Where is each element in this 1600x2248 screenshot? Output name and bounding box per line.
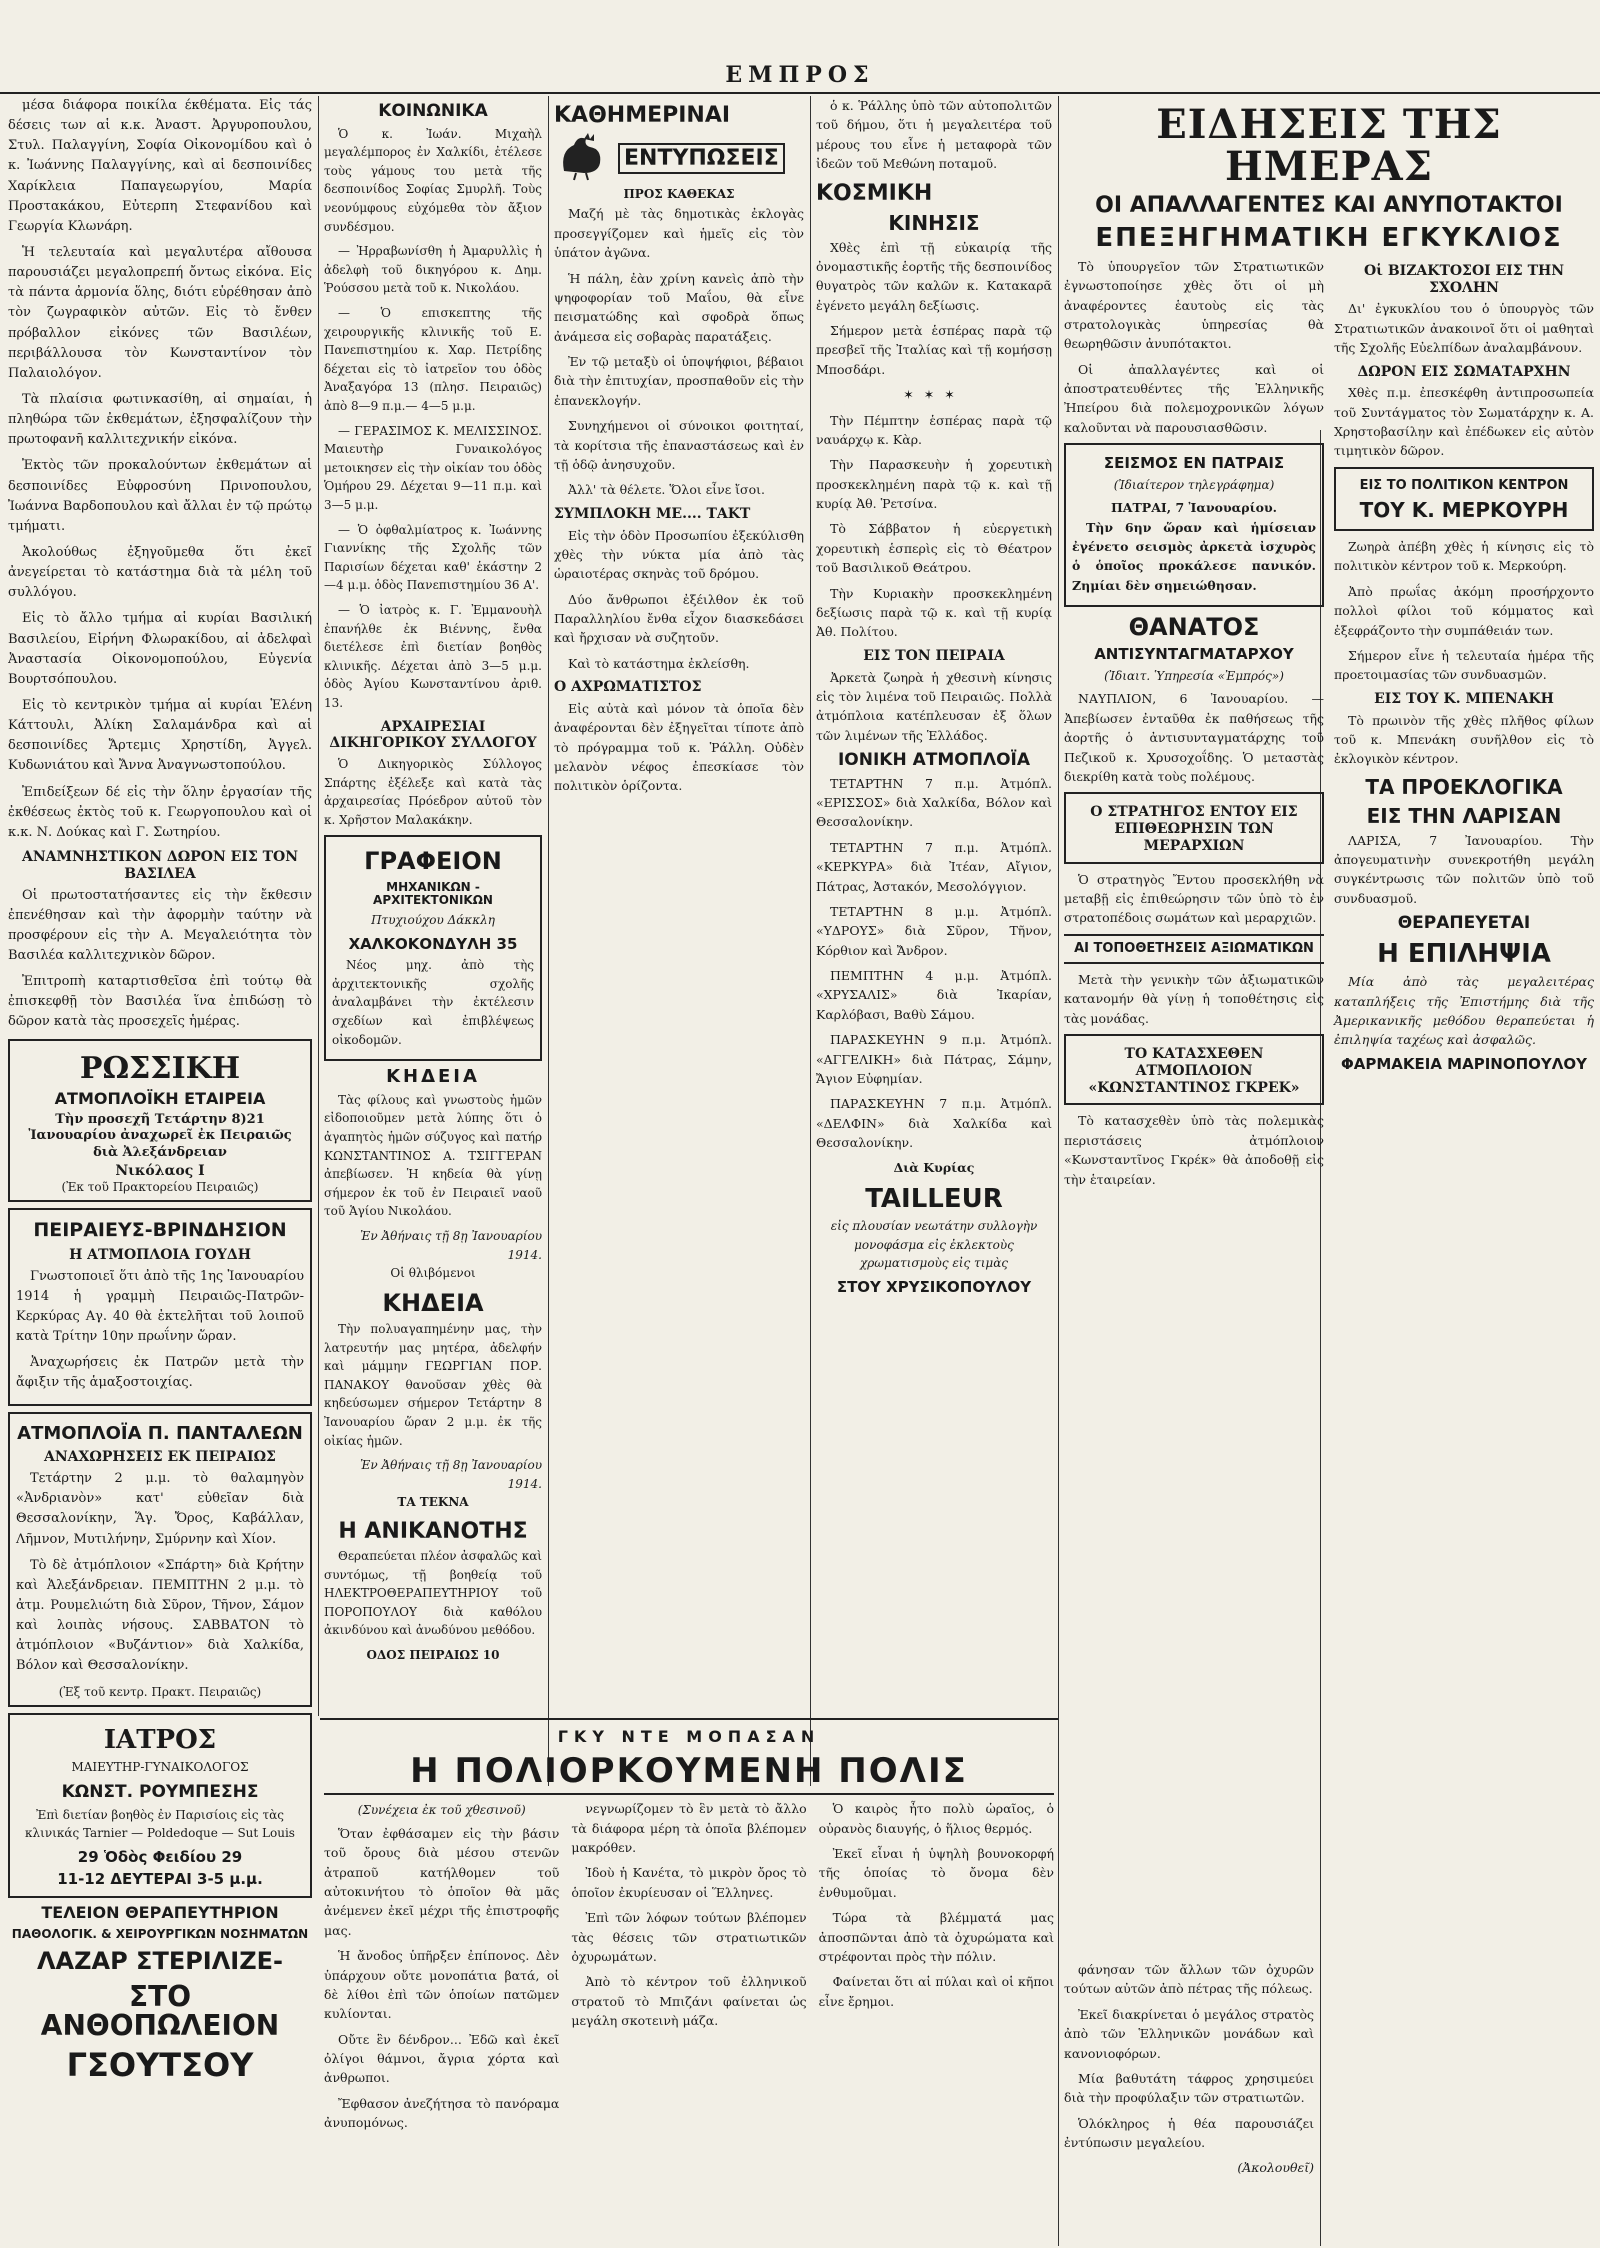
headline-school: Οἱ ΒΙΖΑΚΤΟΣΟΙ ΕΙΣ ΤΗΝ ΣΧΟΛΗΝ — [1363, 262, 1565, 296]
ad-subtitle: ΠΑΘΟΛΟΓΙΚ. & ΧΕΙΡΟΥΡΓΙΚΩΝ ΝΟΣΗΜΑΤΩΝ — [11, 1926, 309, 1941]
article-paragraph: Εἰς τὴν ὁδὸν Προσωπίου ἐξεκύλισθη χθὲς τὴν νύκτα μία ἀπὸ τὰς ὡραιοτέρας σκηνὰς τοῦ δρόμου. — [554, 527, 804, 582]
daily-header-row — [554, 131, 804, 181]
funeral-date: Ἐν Ἀθήναις τῇ 8ῃ Ἰανουαρίου 1914. — [360, 1229, 542, 1262]
masthead — [0, 0, 1600, 94]
serial-columns — [324, 1799, 1054, 2138]
article-paragraph: Τώρα τὰ βλέμματά μας ἀποσπῶνται ἀπὸ τὰ ὀχυρώματα καὶ στρέφονται πρὸς τὴν πόλιν. — [818, 1910, 1054, 1964]
headline-mpenaki: ΕΙΣ ΤΟΥ Κ. ΜΠΕΝΑΚΗ — [1374, 690, 1554, 707]
article-paragraph: Ἰδοὺ ἡ Κανέτα, τὸ μικρὸν ὄρος τὸ ὁποῖον ἐκυρίευσαν οἱ Ἕλληνες. — [571, 1865, 807, 1900]
ad-clinic — [8, 1904, 312, 1941]
article-paragraph: — Ὁ ὀφθαλμίατρος κ. Ἰωάννης Γιαννίκης τῆς Σχολῆς τῶν Παρισίων δέχεται καθ' ἑκάστην 2—4 μ.μ. ὁδὸς Πανεπιστημίου 36 Α'. — [324, 522, 542, 593]
article-paragraph: Ἡ τελευταία καὶ μεγαλυτέρα αἴθουσα παρουσιάζει μεγαλοπρεπή ὄντως εἰκόνα. Εἰς τὰ πάντα ἀρμονία ὅλης, διότι εὑρέθησαν ἀπὸ τὸν ζωγραφικὸν αὐτῶν. Εἰς τὸ ἔνθεν πρόβαλλον εἰκόνες τῶν Βασιλέων, περιβάλλουσα τὸν Κωνσταντίνον τὸν Παλαιολόγον. — [8, 244, 312, 381]
gkrek-box — [1064, 1034, 1324, 1105]
headline-gift: ΑΝΑΜΝΗΣΤΙΚΟΝ ΔΩΡΟΝ ΕΙΣ ΤΟΝ ΒΑΣΙΛΕΑ — [21, 848, 299, 882]
ad-text: Τετάρτην 2 μ.μ. τὸ θαλαμηγὸν «Ἀνδριανὸν» κατ' εὐθεῖαν διὰ Θεσσαλονίκην, Ἅγ. Ὄρος, Καβάλλαν, Λῆμνον, Μυτιλήνην, Σμύρνην καὶ Χίον. — [16, 1471, 304, 1547]
headline-cure: Η ΑΝΙΚΑΝΟΤΗΣ — [338, 1518, 528, 1544]
circular-left — [1064, 257, 1324, 1195]
article-paragraph: νεγνωρίζομεν τὸ ἓν μετὰ τὸ ἄλλο τὰ διάφορα μέρη τὰ ὁποῖα βλέπομεν μακρόθεν. — [571, 1801, 807, 1856]
headline-cured: ΘΕΡΑΠΕΥΕΤΑΙ — [1397, 913, 1531, 934]
headline-funeral: ΚΗΔΕΙΑ — [386, 1066, 480, 1088]
headline-colorless: Ο ΑΧΡΩΜΑΤΙΣΤΟΣ — [554, 679, 702, 696]
article-paragraph: Ζωηρὰ ἀπέβη χθὲς ἡ κίνησις εἰς τὸ πολιτικὸν κέντρον τοῦ κ. Μερκούρη. — [1334, 539, 1594, 574]
article-paragraph: Οὔτε ἓν δένδρον... Ἐδῶ καὶ ἐκεῖ ὀλίγοι θάμνοι, ἄγρια χόρτα καὶ ἀνθρωποι. — [324, 2031, 560, 2086]
article-paragraph: Ὅταν ἐφθάσαμεν εἰς τὴν βάσιν τοῦ ὄρους διὰ μέσου στενῶν ἀτραποῦ κατήλθομεν τοῦ αὐτοκινήτου τὸ ὁποῖον θὰ μᾶς ἀνέμενεν ἐκεῖ μέχρι τῆς ἐπιστροφῆς μας. — [324, 1825, 560, 1938]
article-paragraph: Ἔφθασον ἀνεζήτησα τὸ πανόραμα ἀνυπομόνως. — [324, 2095, 560, 2131]
article-paragraph: Μαζή μὲ τὰς δημοτικὰς ἐκλογὰς προσεγγίζομεν καὶ ἡμεῖς εἰς τὸν ὑπάτον ἀγῶνα. — [554, 206, 804, 261]
ad-ship-name: Νικόλαος Ι — [115, 1163, 205, 1180]
ad-engineering-office — [324, 835, 542, 1061]
general-box — [1064, 792, 1324, 863]
article-paragraph: Ὁλόκληρος ἡ θέα παρουσιάζει ἐντύπωσιν μεγαλείου. — [1064, 2115, 1314, 2150]
column-rule — [810, 96, 811, 1786]
ad-text: Ἐπὶ διετίαν βοηθὸς ἐν Παρισίοις εἰς τὰς κλινικάς Tarnier — Poldedoque — Sut Louis — [25, 1807, 295, 1841]
serial-banner: ΓΚΥ ΝΤΕ ΜΟΠΑΣΑΝ — [557, 1727, 821, 1746]
headline-larisa: ΕΙΣ ΤΗΝ ΛΑΡΙΣΑΝ — [1366, 803, 1562, 828]
article-paragraph: Δύο ἄνθρωποι ἐξέιλθον ἐκ τοῦ Παραλληλίου ἔνθα εἶχον διασκεδάσει καὶ ἤρχισαν νὰ συζητοῦν. — [554, 591, 804, 646]
funeral-notice: Τὰς φίλους καὶ γνωστοὺς ἡμῶν εἰδοποιοῦμεν μετὰ λύπης ὅτι ὁ ἀγαπητὸς ἡμῶν σύζυγος καὶ πατήρ ΚΩΝΣΤΑΝΤΙΝΟΣ Α. ΤΣΙΓΓΕΡΑΝ ἀπεβίωσεν. Ἡ κηδεία θὰ γίνῃ σήμερον ἐκ τοῦ ἐν Πειραιεῖ ναοῦ τοῦ Ἁγίου Νικολάου. — [324, 1092, 542, 1219]
schedule-item: ΤΕΤΑΡΤΗΝ 7 π.μ. Ἀτμόπλ. «ΚΕΡΚΥΡΑ» διὰ Ἰτέαν, Αἴγιον, Πάτρας, Ἀστακόν, Μεσολόγγιον. — [816, 839, 1052, 894]
center-box — [1334, 467, 1594, 531]
serial-follows: (Ἀκολουθεῖ) — [1237, 2160, 1314, 2176]
headline-cosmic: ΚΟΣΜΙΚΗ — [816, 180, 933, 206]
article-paragraph: Τὸ Σάββατον ἡ εὐεργετικὴ χορευτικὴ ἑσπερὶς εἰς τὸ Θέατρον τοῦ Βασιλικοῦ Θεάτρου. — [816, 521, 1052, 576]
article-paragraph: Μία βαθυτάτη τάφρος χρησιμεύει διὰ τὴν προφύλαξιν τῶν στρατιωτῶν. — [1064, 2070, 1314, 2106]
ad-shop-name: ΓΣΟΥΤΣΟΥ — [66, 2045, 254, 2084]
doctor-name: ΚΩΝΣΤ. ΡΟΥΜΠΕΣΗΣ — [61, 1782, 259, 1803]
article-paragraph: Ἐκτὸς τῶν προκαλούντων ἐκθεμάτων αἱ δεσποινίδες Εὐφροσύνη Πρινοπουλου, Ἰωάννα Βαρδοπουλου καὶ ἄλλαι ἐν τῷ πρώτῳ τμήματι. — [8, 458, 312, 534]
headline-lawyers: ΑΡΧΑΙΡΕΣΙΑΙ ΔΙΚΗΓΟΡΙΚΟΥ ΣΥΛΛΟΓΟΥ — [329, 718, 537, 752]
column-1 — [8, 96, 312, 2246]
article-paragraph: Φαίνεται ὅτι αἱ πύλαι καὶ οἱ κῆποι εἶνε ἔρημοι. — [818, 1974, 1054, 2009]
headline-daily: ΚΑΘΗΜΕΡΙΝΑΙ — [554, 103, 731, 128]
column-4 — [816, 96, 1052, 1786]
column-5 — [1064, 96, 1594, 2246]
article-paragraph: Ἐκεῖ εἶναι ἡ ὑψηλὴ βουνοκορφή τῆς ὁποίας τὸ ὄνομα δὲν ἐνθυμοῦμαι. — [818, 1846, 1054, 1900]
article-paragraph: Τὸ πρωινὸν τῆς χθὲς πλῆθος φίλων τοῦ κ. Μπενάκη συνῆλθον εἰς τὸ ἐκλογικὸν κέντρον. — [1334, 712, 1594, 767]
article-paragraph: Οἱ πρωτοστατήσαντες εἰς τὴν ἔκθεσιν ἐπενέθησαν καὶ τὴν ἀφορμὴν ταύτην νὰ προσφέρουν εἰς τὴν A. Μεγαλειότητα τὸν Βασιλέα καλλιτεχνικὸν δῶρον. — [8, 887, 312, 963]
article-paragraph: Ὁ καιρὸς ἦτο πολὺ ὡραῖος, ὁ οὐρανὸς διαυγής, ὁ ἥλιος θερμός. — [818, 1801, 1054, 1836]
schedule-item: ΠΕΜΠΤΗΝ 4 μ.μ. Ἀτμόπλ. «ΧΡΥΣΑΛΙΣ» διὰ Ἰκαρίαν, Καρλόβασι, Βαθὺ Σάμου. — [816, 968, 1052, 1022]
ad-subtitle: ΜΗΧΑΝΙΚΩΝ - ΑΡΧΙΤΕΚΤΟΝΙΚΩΝ — [373, 879, 493, 907]
daily-subheading: ΠΡΟΣ ΚΑΘΕΚΑΣ — [623, 187, 735, 202]
schedule-item: ΤΕΤΑΡΤΗΝ 8 μ.μ. Ἀτμόπλ. «ΥΔΡΟΥΣ» διὰ Σῦρον, Τῆνον, Κόρθιον καὶ Ἄνδρον. — [816, 903, 1052, 958]
headline-news-of-day: ΕΙΔΗΣΕΙΣ ΤΗΣ ΗΜΕΡΑΣ — [1156, 101, 1502, 190]
rooster-icon — [554, 131, 610, 181]
ad-footer: (Ἐκ τοῦ Πρακτορείου Πειραιῶς) — [61, 1180, 259, 1195]
article-paragraph: Σήμερον μετὰ ἑσπέρας παρὰ τῷ πρεσβεῖ τῆς Ἰταλίας καὶ τῇ κομήσσῃ Μποσδάρι. — [816, 323, 1052, 377]
article-paragraph: Ὁ Δικηγορικὸς Σύλλογος Σπάρτης ἐξέλεξε καὶ κατὰ τὰς ἀρχαιρεσίας Πρόεδρον αὐτοῦ τὸν κ. Χρῆστον Μαλακάκην. — [324, 757, 542, 827]
article-paragraph: Ἀπὸ τὸ κέντρον τοῦ ἐλληνικοῦ στρατοῦ τὸ Μπιζάνι φαίνεται ὡς μεγάλη σκοτεινὴ μάζα. — [571, 1974, 807, 2029]
serial-title: Η ΠΟΛΙΟΡΚΟΥΜΕΝΗ ΠΟΛΙΣ — [324, 1754, 1054, 1796]
headline-piraeus: ΕΙΣ ΤΟΝ ΠΕΙΡΑΙΑ — [863, 647, 1005, 664]
article-paragraph: Μία ἀπὸ τὰς μεγαλειτέρας καταπλήξεις τῆς Ἐπιστήμης διὰ τῆς Ἀμερικανικῆς μεθόδου θεραπεύεται ἡ ἐπιληψία ταχέως καὶ ἀσφαλῶς. — [1334, 974, 1594, 1048]
ad-address: ΟΔΟΣ ΠΕΙΡΑΙΩΣ 10 — [366, 1648, 500, 1663]
serial-column — [571, 1799, 806, 2138]
ad-text: Ἀναχωρήσεις ἐκ Πατρῶν μετὰ τὴν ἄφιξιν τῆς ἁμαξοστοιχίας. — [16, 1355, 304, 1391]
funeral-date: Ἐν Ἀθήναις τῇ 8ῃ Ἰανουαρίου 1914. — [360, 1458, 542, 1491]
ad-text: εἰς πλουσίαν νεωτάτην συλλογὴν μονοφάσμα εἰς ἐκλεκτοὺς χρωματισμοὺς εἰς τιμὰς — [830, 1219, 1038, 1271]
headline-death-rank: ΑΝΤΙΣΥΝΤΑΓΜΑΤΑΡΧΟΥ — [1094, 645, 1294, 664]
column-rule — [548, 96, 549, 1786]
article-paragraph: Τὸ ὑπουργεῖον τῶν Στρατιωτικῶν ἐγνωστοποίησε χθὲς ὅτι οἱ μὴ ἀναφέροντες ἑαυτοὺς εἰς τὰς στρατολογικὰς ὑπηρεσίας θὰ θεωρηθῶσιν ἀνυπότακτοι. — [1064, 258, 1324, 352]
headline-officers: ΑΙ ΤΟΠΟΘΕΤΗΣΕΙΣ ΑΞΙΩΜΑΤΙΚΩΝ — [1064, 934, 1324, 964]
section-rule — [320, 1718, 1058, 1720]
article-paragraph: Ὁ στρατηγὸς Ἔντου προσεκλήθη νὰ μεταβῇ εἰς ἐπιθεώρησιν τῶν ὑπὸ τὸ ἐν στρατοπέδοις σωμάτων καὶ μεραρχιῶν. — [1064, 871, 1324, 926]
circular-section — [1064, 257, 1594, 1195]
ad-title: ΡΩΣΣΙΚΗ — [79, 1050, 241, 1086]
article-paragraph: ΝΑΥΠΛΙΟΝ, 6 Ἰανουαρίου. — Ἀπεβίωσεν ἐνταῦθα ἐκ παθήσεως τῆς ἀορτῆς ὁ ἀντισυνταγματάρχης τοῦ Πεζικοῦ κ. Χρυσοχοΐδης. Ὁ μεταστὰς διεκρίθη κατὰ τοὺς πολέμους. — [1064, 691, 1324, 784]
ad-subtitle: ΑΤΜΟΠΛΟΪΚΗ ΕΤΑΙΡΕΙΑ — [54, 1089, 266, 1108]
circular-right — [1334, 257, 1594, 1195]
article-paragraph: Ἀκολούθως ἐξηγοῦμεθα ὅτι ἐκεῖ ἀνεγείρεται τὸ κατάστημα διὰ τὰ μέλη τοῦ συλλόγου. — [8, 544, 312, 601]
ad-text: Θεραπεύεται πλέον ἀσφαλῶς καὶ συντόμως, τῇ βοηθείᾳ τοῦ ΗΛΕΚΤΡΟΘΕΡΑΠΕΥΤΗΡΙΟΥ τοῦ ΠΟΡΟΠΟΥΛΟΥ διὰ καθόλου ἀκινδύνου καὶ ἀνωδύνου μεθόδου. — [324, 1549, 542, 1638]
headline-epilepsy: Η ΕΠΙΛΗΨΙΑ — [1377, 938, 1551, 969]
ad-text: Πτυχιούχου Δάκκλη — [371, 913, 495, 928]
article-paragraph: Ἐπιδείξεων δέ εἰς τὴν ὅλην ἐργασίαν τῆς ἐκθέσεως ἐκτὸς τοῦ κ. Γεωργοπουλου καὶ οἱ κ.κ. Ν. Δούκας καὶ Γ. Σωτηρίου. — [8, 784, 312, 840]
article-paragraph: Τὸ κατασχεθὲν ὑπὸ τὰς πολεμικὰς περιστάσεις ἀτμόπλοιον «Κωνσταντῖνος Γκρέκ» θὰ ἀποδοθῇ εἰς τὴν ἑταιρείαν. — [1064, 1113, 1324, 1187]
article-paragraph: Συνηχήμενοι οἱ σύνοικοι φοιτηταί, τὰ κορίτσια τῆς ἐπαναστάσεως καὶ ἐν τῇ ὁδῷ ἀνησυχοῦν. — [554, 418, 804, 472]
masthead-title: ΕΜΠΡΟΣ — [725, 62, 875, 88]
doctor-hours: 11-12 ΔΕΥΤΕΡΑΙ 3-5 μ.μ. — [57, 1870, 263, 1889]
exhibition-article — [8, 96, 312, 843]
article-paragraph: — Ἠρραβωνίσθη ἡ Ἀμαρυλλὶς ἡ ἀδελφὴ τοῦ δικηγόρου κ. Δημ. Ῥούσσου μετὰ τοῦ κ. Νικολάου. — [324, 244, 542, 296]
ad-doctor — [8, 1713, 312, 1898]
article-paragraph: Εἰς αὐτὰ καὶ μόνον τὰ ὁποῖα δὲν ἀναφέρονται δὲν ἐξηγεῖται τίποτε ἀπὸ τὸ πρόγραμμα τοῦ κ. Ῥάλλη. Οὐδὲν μελανὸν νέφος ἐπεσκίασε τὸν πολιτικὸν ὁρίζοντα. — [554, 700, 804, 794]
article-paragraph: Ἀπὸ πρωΐας ἀκόμη προσήρχοντο πολλοὶ φίλοι τοῦ κόμματος καὶ ἐξεφράζοντο τὴν συμπάθειάν των. — [1334, 583, 1594, 638]
ad-tailleur — [816, 1158, 1052, 1295]
headline-general: Ο ΣΤΡΑΤΗΓΟΣ ΕΝΤΟΥ ΕΙΣ ΕΠΙΘΕΩΡΗΣΙΝ ΤΩΝ ΜΕΡΑΡΧΙΩΝ — [1090, 804, 1298, 854]
serial-continuation-column — [1064, 1960, 1314, 2240]
headline-social: ΚΟΙΝΩΝΙΚΑ — [378, 101, 488, 121]
article-paragraph: Ἀλλ' τὰ θέλετε. Ὅλοι εἶνε ἴσοι. — [568, 482, 765, 498]
article-paragraph: Χθὲς ἐπὶ τῇ εὐκαιρίᾳ τῆς ὀνομαστικῆς ἑορτῆς τῆς δεσποινίδος θυγατρὸς τῶν καλῶν κ. Κατακαρᾶ ἐγένετο μεγάλη δεξίωσις. — [816, 239, 1052, 313]
pharmacy-name: ΦΑΡΜΑΚΕΙΑ ΜΑΡΙΝΟΠΟΥΛΟΥ — [1341, 1054, 1587, 1073]
article-paragraph: — ΓΕΡΑΣΙΜΟΣ Κ. ΜΕΛΙΣΣΙΝΟΣ. Μαιευτὴρ Γυναικολόγος μετοικησεν εἰς τὴν οἰκίαν του ὁδὸς Ὁμήρου 29. Δέχεται 9—11 π.μ. καὶ 3—5 μ.μ. — [324, 423, 542, 512]
ad-address: ΧΑΛΚΟΚΟΝΔΥΛΗ 35 — [348, 934, 518, 953]
ad-text: Τὸ δὲ ἀτμόπλοιον «Σπάρτη» διὰ Κρήτην καὶ Ἀλεξάνδρειαν. ΠΕΜΠΤΗΝ 2 μ.μ. τὸ ἀτμ. Ρουμελιώτη διὰ Σῦρον, Τῆνον, Σάμον καὶ λοιπὰς νήσους. ΣΑΒΒΑΤΟΝ τὸ ἀτμόπλοιον «Βυζάντιον» διὰ Χαλκίδα, Βόλον καὶ Θεσσαλονίκην. — [16, 1557, 304, 1674]
article-paragraph: ΛΑΡΙΣΑ, 7 Ἰανουαρίου. Τὴν ἀπογευματινὴν συνεκροτήθη μεγάλη συγκέντρωσις τῶν πολιτῶν ὑπὸ τοῦ συνδυασμοῦ. — [1334, 832, 1594, 906]
headline-death: ΘΑΝΑΤΟΣ — [1128, 613, 1260, 642]
ad-subtitle: ΜΑΙΕΥΤΗΡ-ΓΥΝΑΙΚΟΛΟΓΟΣ — [71, 1760, 249, 1775]
article-paragraph: Τὴν Κυριακὴν προσκεκλημένη δεξίωσις παρὰ τῷ κ. καὶ τῇ κυρίᾳ Ἀθ. Πολίτου. — [816, 585, 1052, 640]
ad-piraeus-brindisi — [8, 1208, 312, 1406]
ad-text: Γνωστοποιεῖ ὅτι ἀπὸ τῆς 1ης Ἰανουαρίου 1914 ἡ γραμμὴ Πειραιῶς-Πατρῶν-Κερκύρας Αγ. 40 θὰ ἐκτελῆται τοῦ λοιποῦ κατὰ Τρίτην 10ην πρωΐνην ὥραν. — [16, 1268, 304, 1345]
ad-text: Νέος μηχ. ἀπὸ τὴς ἀρχιτεκτονικῆς σχολῆς ἀναλαμβάνει τὴν ἐκτέλεσιν σχεδίων καὶ ἐπιβλέψεως οἰκοδομῶν. — [332, 958, 534, 1047]
article-paragraph: Σήμερον εἶνε ἡ τελευταία ἡμέρα τῆς προετοιμασίας τῶν συνδυασμῶν. — [1334, 647, 1594, 683]
article-paragraph: Ὁ κ. Ἰωάν. Μιχαὴλ μεγαλέμπορος ἐν Χαλκίδι, ἐτέλεσε τοὺς γάμους του μετὰ τῆς δεσποινίδος Σοφίας Σμυρλῆ. Τοὺς νεονύμφους εὐχόμεθα τὸν ἄξιον συνδέσμου. — [324, 126, 542, 234]
headline-ionian: ΙΟΝΙΚΗ ΑΤΜΟΠΛΟΪΑ — [837, 750, 1031, 771]
quake-subtitle: (Ἰδιαίτερον τηλεγράφημα) — [1113, 477, 1275, 492]
doctor-address: 29 Ὁδὸς Φειδίου 29 — [77, 1847, 243, 1866]
article-paragraph: Χθὲς π.μ. ἐπεσκέφθη ἀντιπροσωπεία τοῦ Συντάγματος τὸν Σωματάρχην κ. Α. Χρηστοβασίλην καὶ ἐπέδωκεν εἰς αὐτὸν τιμητικὸν δῶρον. — [1334, 385, 1594, 459]
headline-gkrek: ΤΟ ΚΑΤΑΣΧΕΘΕΝ ΑΤΜΟΠΛΟΙΟΝ «ΚΩΝΣΤΑΝΤΙΝΟΣ ΓΚΡΕΚ» — [1088, 1046, 1300, 1096]
ad-footer: (Ἐξ τοῦ κεντρ. Πρακτ. Πειραιῶς) — [58, 1684, 262, 1699]
article-paragraph: μέσα διάφορα ποικίλα έκθέματα. Εἰς τάς δέσεις των αἱ κ.κ. Ἀναστ. Ἀργυροπουλου, Στυλ. Παλαγγίνη, Σοφία Οἰκονομίδου καὶ ὁ κ. Ἰωάννης Παλαγγίνης, καὶ αἱ δεσποινίδες Χαρίκλεια Παπαγεωργίου, Μαρία Προστακάκου, Εὐτερπη Στεφανίδου καὶ Γεωργία Κλωνάρη. — [8, 98, 312, 234]
article-paragraph: Οἱ ἀπαλλαγέντες καὶ οἱ ἀποστρατευθέντες τῆς Ἑλληνικῆς Ἠπείρου διὰ πολεμοχρονικῶν λόγων καλοῦνται νὰ παρουσιασθῶσιν. — [1064, 361, 1324, 435]
ad-subtitle: ΑΝΑΧΩΡΗΣΕΙΣ ΕΚ ΠΕΙΡΑΙΩΣ — [44, 1449, 276, 1466]
ad-title: TAILLEUR — [865, 1183, 1003, 1214]
headline-merkouri: ΤΟΥ Κ. ΜΕΡΚΟΥΡΗ — [1359, 498, 1569, 523]
article-paragraph: — Ὁ ἰατρὸς κ. Γ. Ἐμμανουὴλ ἐπανήλθε ἐκ Βιέννης, ἔνθα διετέλεσε ἐπὶ διετίαν βοηθὸς κλινικῆς. Δέχεται ἀπὸ 3—5 μ.μ. ὁδὸς Ἀγίου Κωνσταντίνου ἀριθ. 13. — [324, 602, 542, 710]
quake-box — [1064, 443, 1324, 607]
headline-pre-election: ΤΑ ΠΡΟΕΚΛΟΓΙΚΑ — [1365, 774, 1563, 799]
article-paragraph: Ἡ ἄνοδος ὑπῆρξεν ἐπίπονος. Δὲν ὑπάρχουν οὔτε μονοπάτια βατά, οἱ δὲ λίθοι ἐπὶ τῶν ὁποίων πατῶμεν κυλίονται. — [324, 1948, 560, 2022]
article-paragraph: Ἀρκετὰ ζωηρὰ ἡ χθεσινὴ κίνησις εἰς τὸν λιμένα τοῦ Πειραιῶς. Πολλὰ ἀτμόπλοια κατέπλευσαν ἐξ ὅλων τῶν λιμένων τῆς Ἑλλάδος. — [816, 669, 1052, 743]
headline-tact: ΣΥΜΠΛΟΚΗ ΜΕ.... ΤΑΚΤ — [554, 505, 751, 522]
serial-column — [324, 1799, 559, 2138]
schedule-item: ΠΑΡΑΣΚΕΥΗΝ 7 π.μ. Ἀτμόπλ. «ΔΕΛΦΙΝ» διὰ Χαλκίδα καὶ Θεσσαλονίκην. — [816, 1096, 1052, 1151]
article-paragraph: ὁ κ. Ῥάλλης ὑπὸ τῶν αὐτοπολιτῶν τοῦ δήμου, ὅτι ἡ μεγαλειτέρα τοῦ μέρους του εἶνε ἡ μεταφορὰ τῶν ἰδεῶν τοῦ Μεθώνη ποταμοῦ. — [816, 98, 1052, 172]
funeral-signature: ΤΑ ΤΕΚΝΑ — [397, 1495, 469, 1510]
serial-column — [819, 1799, 1054, 2138]
article-paragraph: Εἰς τὸ κεντρικὸν τμήμα αἱ κυρίαι Ἑλένη Κάττουλι, Ἀλίκη Σαλαμάνδρα καὶ αἱ δεσποινίδες Ἄρτεμις Χρηστίδη, Ἀγγελ. Κυδωνιάτου καὶ Ἄννα Ἀναγνωστοπούλου. — [8, 697, 312, 774]
headline-funeral: ΚΗΔΕΙΑ — [382, 1288, 484, 1317]
ad-title: ΙΑΤΡΟΣ — [103, 1725, 217, 1756]
ad-title: ΑΤΜΟΠΛΟΪΑ Π. ΠΑΝΤΑΛΕΩΝ — [17, 1422, 303, 1444]
ad-title: ΤΕΛΕΙΟΝ ΘΕΡΑΠΕΥΤΗΡΙΟΝ — [41, 1902, 279, 1922]
column-rule — [318, 96, 319, 1716]
headline-gift-commander: ΔΩΡΟΝ ΕΙΣ ΣΩΜΑΤΑΡΧΗΝ — [1357, 363, 1571, 380]
headline-discharged: ΟΙ ΑΠΑΛΛΑΓΕΝΤΕΣ ΚΑΙ ΑΝΥΠΟΤΑΚΤΟΙ — [1095, 193, 1563, 218]
article-paragraph: Ἡ πάλη, ἐὰν χρίνη κανεὶς ἀπὸ τὴν ψηφοφορίαν τοῦ Μαΐου, θὰ εἶνε πεισματώδης καὶ σφοδρὰ ὅπως ἀνάμεσα εἰς σοβαρὰς παρατάξεις. — [554, 270, 804, 344]
ad-text: Τὴν προσεχῆ Τετάρτην 8)21 Ἰανουαρίου ἀναχωρεῖ ἐκ Πειραιῶς διὰ Ἀλεξάνδρειαν — [28, 1111, 292, 1161]
article-paragraph: — Ὁ επισκεπτης τῆς χειρουργικῆς κλινικῆς τοῦ Ε. Πανεπιστημίου κ. Χαρ. Πετρίδης δέχεται εἰς τὸ ἰατρεῖον του ὁδὸς Ἀναξαγόρα 13 (πλησ. Πειραιῶς) ἀπὸ 8—9 π.μ.— 4—5 μ.μ. — [324, 306, 542, 413]
funeral-notice: Τὴν πολυαγαπημένην μας, τὴν λατρευτήν μας μητέρα, ἀδελφήν καὶ μάμμην ΓΕΩΡΓΙΑΝ ΠΟΡ. ΠΑΝΑΚΟΥ θανοῦσαν χθὲς θὰ κηδεύσωμεν σήμερον Τετάρτην 8 Ἰανουαρίου ὥραν 2 μ.μ. ἐκ τῆς οἰκίας ἡμῶν. — [324, 1322, 542, 1448]
schedule-item: ΠΑΡΑΣΚΕΥΗΝ 9 π.μ. Ἀτμόπλ. «ΑΓΓΕΛΙΚΗ» διὰ Πάτρας, Σάμην, Ἄγιον Εὐφημίαν. — [816, 1032, 1052, 1086]
article-paragraph: Μετὰ τὴν γενικὴν τῶν ἀξιωματικῶν κατανομήν θὰ γίνῃ ἡ τοποθέτησις εἰς τὰς μονάδας. — [1064, 971, 1324, 1026]
article-paragraph: Καὶ τὸ κατάστημα ἐκλείσθη. — [568, 655, 750, 671]
article-paragraph: Τὴν 6ην ὥραν καὶ ἡμίσειαν ἐγένετο σεισμὸς ἀρκετὰ ἰσχυρὸς ὁ ὁποῖος προκάλεσε πανικόν. Ζημίαι δὲν σημειώθησαν. — [1072, 519, 1316, 593]
column-3 — [554, 96, 804, 1786]
schedule-item: ΤΕΤΑΡΤΗΝ 7 π.μ. Ἀτμόπλ. «ΕΡΙΣΣΟΣ» διὰ Χαλκίδα, Βόλον καὶ Θεσσαλονίκην. — [816, 775, 1052, 830]
headline-political-center: ΕΙΣ ΤΟ ΠΟΛΙΤΙΚΟΝ ΚΕΝΤΡΟΝ — [1359, 477, 1569, 493]
ad-title: ΛΑΖΑΡ ΣΤΕΡΙΛΙΖΕ- — [36, 1946, 283, 1975]
serial-section — [324, 1722, 1054, 2242]
funeral-signature: Οἱ θλιβόμενοι — [390, 1266, 476, 1281]
section-ornament: ✶✶✶ — [903, 387, 965, 403]
article-paragraph: Ἐπὶ τῶν λόφων τούτων βλέπομεν τὰς θέσεις τῶν στρατιωτικῶν ὀχυρωμάτων. — [571, 1910, 807, 1964]
article-paragraph: Εἰς τὸ ἄλλο τμήμα αἱ κυρίαι Βασιλική Βασιλείου, Εἰρήνη Φλωρακίδου, αἱ ἀδελφαὶ Ἀναστασία Οἰκονομοπούλου, Εὐγενία Βουρτσόπουλου. — [8, 611, 312, 687]
ad-subtitle: Η ΑΤΜΟΠΛΟΙΑ ΓΟΥΔΗ — [69, 1246, 251, 1263]
article-paragraph: Τὴν Πέμπτην ἑσπέρας παρὰ τῷ ναυάρχῳ κ. Κὰρ. — [816, 412, 1052, 447]
ad-title: ΓΡΑΦΕΙΟΝ — [364, 847, 502, 876]
ad-flower-shop — [8, 1946, 312, 2084]
ad-shop-name: ΣΤΟΥ ΧΡΥΣΙΚΟΠΟΥΛΟΥ — [836, 1277, 1032, 1296]
headline-quake: ΣΕΙΣΜΟΣ ΕΝ ΠΑΤΡΑΙΣ — [1103, 454, 1285, 473]
ad-pantaleon-steamship — [8, 1412, 312, 1708]
quake-dateline: ΠΑΤΡΑΙ, 7 Ἰανουαρίου. — [1110, 500, 1277, 516]
article-paragraph: Ἐν τῷ μεταξὺ οἱ ὑποψήφιοι, βέβαιοι διὰ τὴν ἐπιτυχίαν, προσπαθοῦν εἰς τὴν ἐπανεκλογήν. — [554, 354, 804, 408]
article-paragraph: Τὴν Παρασκευὴν ἡ χορευτικὴ προσκεκλημένη παρὰ τῷ κ. καὶ τῇ κυρίᾳ Ἀθ. Ῥετσίνα. — [816, 457, 1052, 512]
article-paragraph: Ἐπιτροπὴ καταρτισθεῖσα ἐπὶ τούτῳ θὰ ἐπισκεφθῇ τὸν Βασιλέα ἵνα ἐπιδώσῃ τὸ δῶρον κατὰ τὰς προσεχεῖς ἡμέρας. — [8, 974, 312, 1030]
column-2 — [324, 96, 542, 1716]
column-rule — [1058, 96, 1059, 2246]
article-paragraph: Ἐκεῖ διακρίνεται ὁ μεγάλος στρατὸς ἀπὸ τῶν Ἑλληνικῶν μονάδων καὶ κανονιοφόρων. — [1064, 2006, 1314, 2061]
headline-circular: ΕΠΕΞΗΓΗΜΑΤΙΚΗ ΕΓΚΥΚΛΙΟΣ — [1095, 223, 1563, 254]
article-paragraph: φάνησαν τῶν ἄλλων τῶν ὀχυρῶν τούτων αὐτῶν ἀπὸ πέτρας τῆς πόλεως. — [1064, 1962, 1314, 1997]
article-paragraph: Δι' ἐγκυκλίου του ὁ ὑπουργὸς τῶν Στρατιωτικῶν ἀνακοινοῖ ὅτι οἱ μαθηταὶ τῆς Σχολῆς Εὐελπίδων ἀναλαμβάνουν. — [1334, 301, 1594, 356]
ad-subtitle: ΣΤΟ ΑΝΘΟΠΩΛΕΙΟΝ — [40, 1979, 280, 2043]
article-paragraph: Τὰ πλαίσια φωτινκασίθη, αἱ σημαίαι, ἡ πληθώρα τῶν ἐκθεμάτων, ἐξησφαλίζουν τὴν πρωτοφανῆ καλλιτεχνικήν εἰκόνα. — [8, 391, 312, 448]
headline-impressions: ΕΝΤΥΠΩΣΕΙΣ — [618, 143, 785, 174]
ad-russian-steamship — [8, 1039, 312, 1203]
headline-movement: ΚΙΝΗΣΙΣ — [888, 210, 980, 235]
ad-title: ΠΕΙΡΑΙΕΥΣ-ΒΡΙΝΔΗΣΙΟΝ — [33, 1219, 287, 1242]
death-subtitle: (Ἰδιαιτ. Ὑπηρεσία «Ἐμπρός») — [1104, 668, 1284, 683]
ad-subtitle: Διὰ Κυρίας — [893, 1160, 975, 1176]
serial-continuation: (Συνέχεια ἐκ τοῦ χθεσινοῦ) — [357, 1803, 526, 1818]
